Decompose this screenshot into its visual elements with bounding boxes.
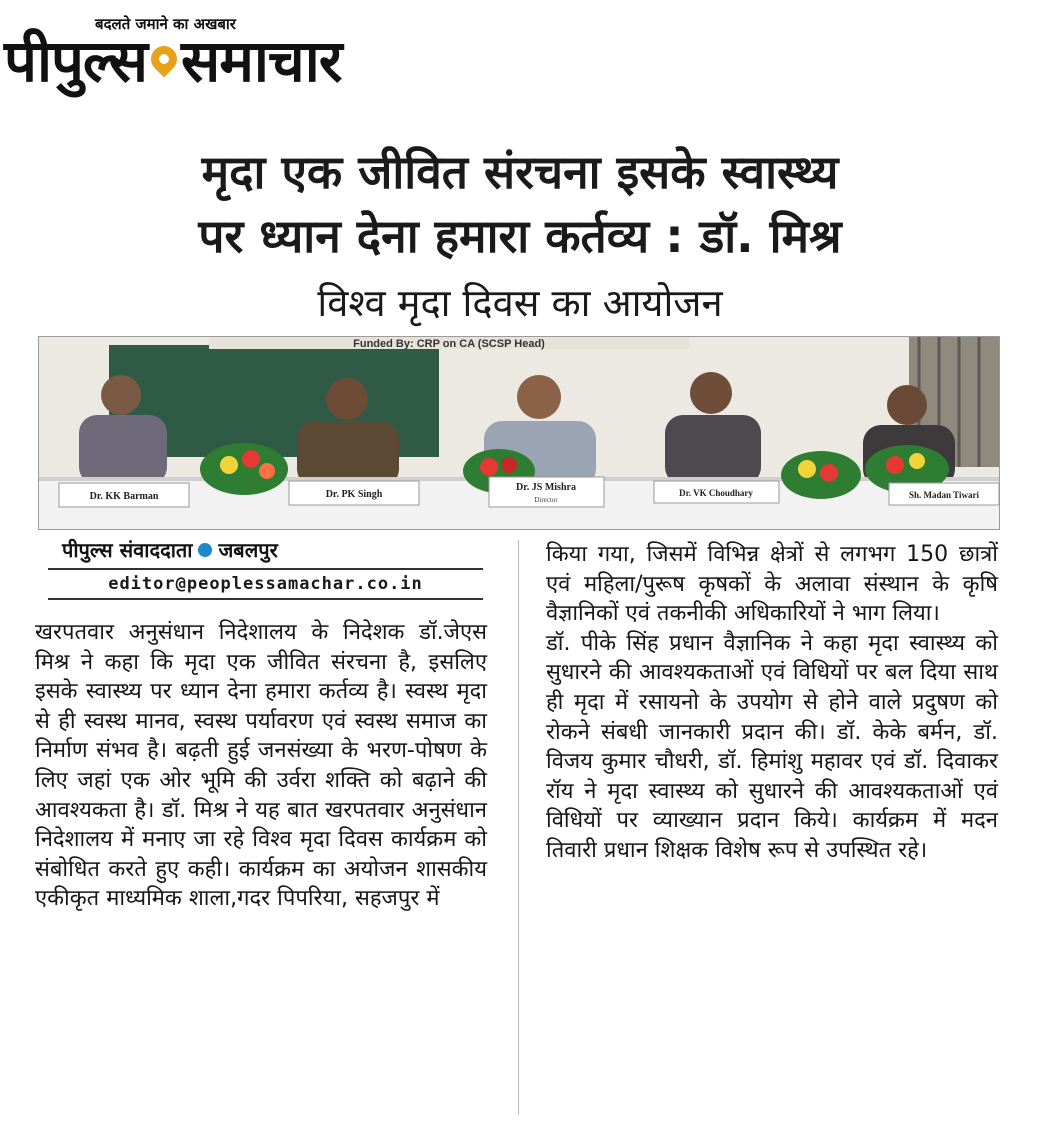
- headline: [0, 140, 1040, 268]
- nameplate-2: [289, 481, 419, 505]
- bullet-dot-icon: [198, 543, 212, 557]
- headline-line-2: पर ध्यान देना हमारा कर्तव्य : डॉ. मिश्र: [198, 209, 842, 263]
- masthead-name-left: पीपुल्स: [4, 27, 147, 95]
- article-column-left: [35, 618, 487, 914]
- article-paragraph: खरपतवार अनुसंधान निदेशालय के निदेशक डॉ.जेएस मिश्र ने कहा कि मृदा एक जीवित संरचना है, इसलिए इसके स्वास्थ्य पर ध्यान देना हमारा कर्तव्य है। स्वस्थ मृदा से ही स्वस्थ मानव, स्वस्थ पर्यावरण एवं स्वस्थ समाज का निर्माण संभव है। बढ़ती हुई जनसंख्या के भरण-पोषण के लिए जहां एक ओर भूमि की उर्वरा शक्ति को बढ़ाने की आवश्यकता है। डॉ. मिश्र ने यह बात खरपतवार अनुसंधान निदेशालय में मनाए जा रहे विश्व मृदा दिवस कार्यक्रम को संबोधित करते हुए कही। कार्यक्रम का अयोजन शासकीय एकीकृत माध्यमिक शाला,गदर पिपरिया, सहजपुर में: [35, 620, 487, 912]
- svg-text:Dr. KK Barman: Dr. KK Barman: [89, 491, 159, 502]
- subheadline: विश्व मृदा दिवस का आयोजन: [317, 281, 723, 325]
- masthead: [0, 0, 600, 95]
- nameplate-1: [59, 483, 189, 507]
- masthead-tagline: बदलते जमाने का अखबार: [95, 15, 236, 33]
- column-divider: [518, 540, 519, 1115]
- article-paragraph: किया गया, जिसमें विभिन्न क्षेत्रों से लगभग 150 छात्रों एवं महिला/पुरूष कृषकों के अलावा संस्थान के कृषि वैज्ञानिकों एवं तकनीकी अधिकारियों ने भाग लिया।: [546, 542, 998, 627]
- event-photo: [38, 336, 1000, 530]
- nameplate-3: [489, 477, 604, 507]
- flower-bouquet-3: [781, 451, 861, 499]
- masthead-logo: [4, 27, 342, 95]
- nameplate-3-role: Director: [534, 496, 558, 504]
- svg-text:Dr. PK Singh: Dr. PK Singh: [325, 489, 383, 500]
- flower-bouquet-1: [200, 443, 288, 495]
- photo-banner-text: Funded By: CRP on CA (SCSP Head): [353, 338, 545, 350]
- nameplate-4: [654, 481, 779, 503]
- article-column-right: [546, 540, 998, 866]
- editor-email: editor@peoplessamachar.co.in: [48, 568, 483, 600]
- headline-line-1: मृदा एक जीवित संरचना इसके स्वास्थ्य: [201, 145, 839, 199]
- svg-text:Dr. VK Choudhary: Dr. VK Choudhary: [679, 488, 753, 498]
- article-paragraph: डॉ. पीके सिंह प्रधान वैज्ञानिक ने कहा मृदा स्वास्थ्य को सुधारने की आवश्यकताओं एवं विधियों पर बल दिया साथ ही मृदा में रसायनो के उपयोग से होने वाले प्रदुषण को रोकने संबधी जानकारी प्रदान की। डॉ. केके बर्मन, डॉ. विजय कुमार चौधरी, डॉ. हिमांशु महावर एवं डॉ. दिवाकर रॉय ने मृदा स्वास्थ्य को सुधारने की आवश्यकताओं एवं विधियों पर व्याख्यान प्रदान किये। कार्यक्रम में मदन तिवारी प्रधान शिक्षक विशेष रूप से उपस्थित रहे।: [546, 630, 998, 863]
- nameplate-5: [889, 483, 999, 505]
- byline: [62, 536, 482, 563]
- svg-text:Dr. JS Mishra: Dr. JS Mishra: [516, 482, 576, 493]
- location-pin-icon: [146, 41, 183, 78]
- masthead-name-right: समाचार: [180, 27, 342, 95]
- byline-author: पीपुल्स संवाददाता: [62, 538, 193, 562]
- svg-text:Sh. Madan Tiwari: Sh. Madan Tiwari: [909, 490, 979, 500]
- event-photo-illustration: [39, 337, 999, 529]
- byline-location: जबलपुर: [218, 538, 278, 562]
